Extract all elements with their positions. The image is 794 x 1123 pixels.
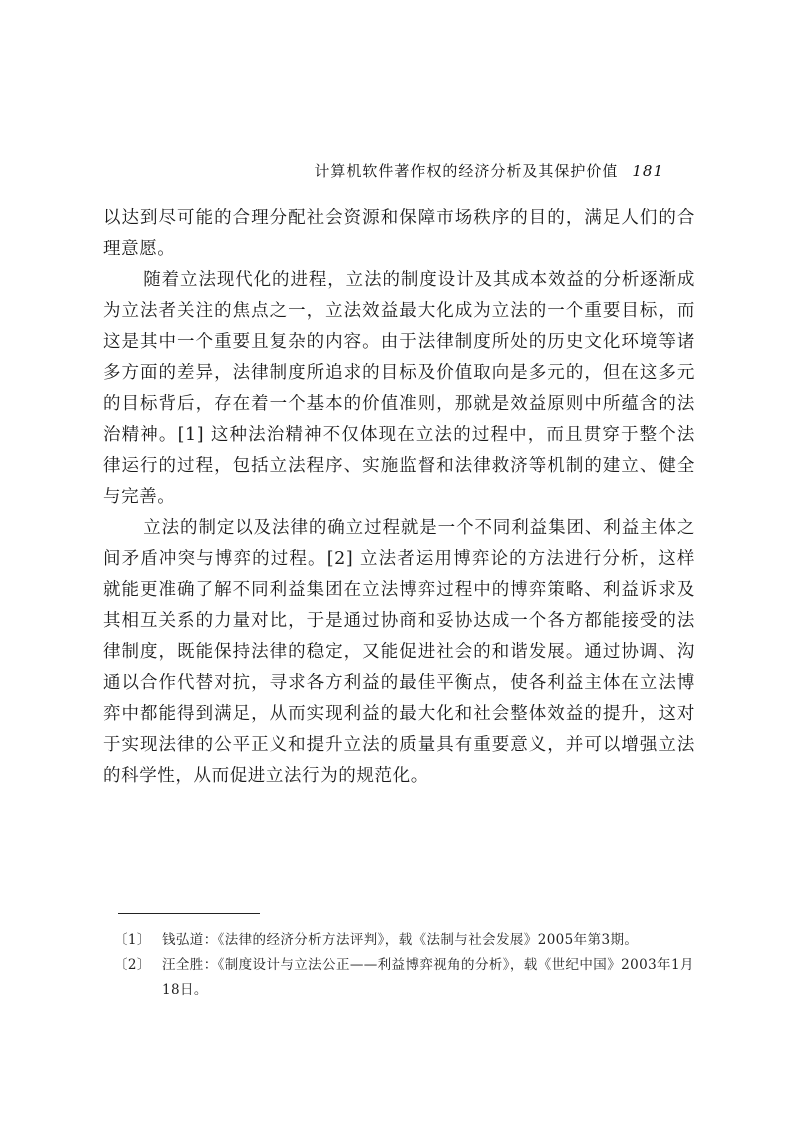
footnote-divider: [118, 913, 260, 914]
running-header: [314, 160, 664, 181]
footnote-2-text: 汪全胜：《制度设计与立法公正——利益博弈视角的分析》，载《世纪中国》2003年1月18日。: [162, 957, 694, 998]
footnote-2: [114, 953, 694, 1003]
footnotes: [114, 928, 694, 1003]
footnote-2-mark: 〔2〕: [114, 957, 151, 973]
paragraph-1: 以达到尽可能的合理分配社会资源和保障市场秩序的目的，满足人们的合理意愿。: [103, 208, 695, 259]
body-text: [103, 203, 695, 792]
paragraph-2: 随着立法现代化的进程，立法的制度设计及其成本效益的分析逐渐成为立法者关注的焦点之一，立法效益最大化成为立法的一个重要目标，而这是其中一个重要且复杂的内容。由于法律制度所处的历史文化环境等诸多方面的差异，法律制度所追求的目标及价值取向是多元的，但在这多元的目标背后，存在着一个基本的价值准则，那就是效益原则中所蕴含的法治精神。[1] 这种法治精神不仅体现在立法的过程中，而且贯穿于整个法律运行的过程，包括立法程序、实施监督和法律救济等机制的建立、健全与完善。: [103, 270, 695, 507]
footnote-1-text: 钱弘道：《法律的经济分析方法评判》，载《法制与社会发展》2005年第3期。: [162, 932, 639, 948]
footnote-1-mark: 〔1〕: [114, 932, 151, 948]
footnote-1: [114, 928, 694, 953]
page-number: 181: [632, 162, 664, 180]
paragraph-3: 立法的制定以及法律的确立过程就是一个不同利益集团、利益主体之间矛盾冲突与博弈的过程。[2] 立法者运用博弈论的方法进行分析，这样就能更准确了解不同利益集团在立法博弈过程中的博弈策略、利益诉求及其相互关系的力量对比，于是通过协商和妥协达成一个各方都能接受的法律制度，既能保持法律的稳定，又能促进社会的和谐发展。通过协调、沟通以合作代替对抗，寻求各方利益的最佳平衡点，使各利益主体在立法博弈中都能得到满足，从而实现利益的最大化和社会整体效益的提升，这对于实现法律的公平正义和提升立法的质量具有重要意义，并可以增强立法的科学性，从而促进立法行为的规范化。: [103, 518, 695, 786]
running-header-title: 计算机软件著作权的经济分析及其保护价值: [314, 162, 619, 180]
